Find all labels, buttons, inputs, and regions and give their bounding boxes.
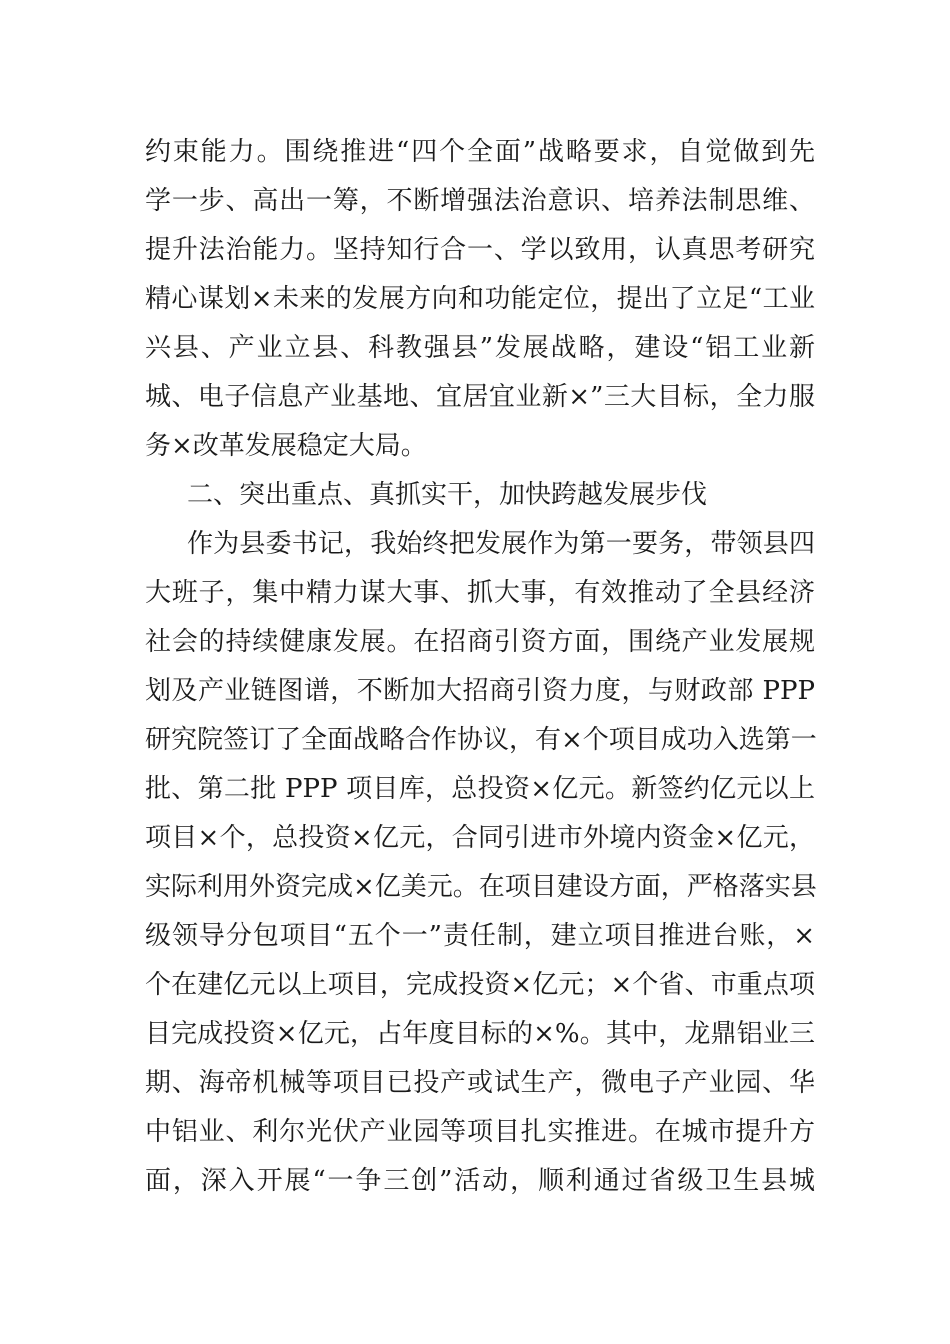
text-line: 务×改革发展稳定大局。 bbox=[145, 431, 427, 461]
text-line: 面，深入开展“一争三创”活动，顺利通过省级卫生县城 bbox=[145, 1166, 815, 1196]
text-line: 兴县、产业立县、科教强县”发展战略，建设“铝工业新 bbox=[145, 333, 815, 363]
text-line: 作为县委书记，我始终把发展作为第一要务，带领县四 bbox=[187, 529, 815, 559]
text-line: 目完成投资×亿元，占年度目标的×%。其中，龙鼎铝业三 bbox=[145, 1019, 815, 1049]
text-line: 项目×个，总投资×亿元，合同引进市外境内资金×亿元， bbox=[145, 823, 815, 853]
text-line: 城、电子信息产业基地、宜居宜业新×”三大目标，全力服 bbox=[145, 382, 815, 412]
text-line: 个在建亿元以上项目，完成投资×亿元；×个省、市重点项 bbox=[145, 970, 815, 1000]
body-text bbox=[145, 128, 815, 1206]
text-line: 社会的持续健康发展。在招商引资方面，围绕产业发展规 bbox=[145, 627, 815, 657]
text-line: 研究院签订了全面战略合作协议，有×个项目成功入选第一 bbox=[145, 725, 817, 755]
text-line: 约束能力。围绕推进“四个全面”战略要求，自觉做到先 bbox=[145, 137, 815, 167]
text-line: 精心谋划×未来的发展方向和功能定位，提出了立足“工业 bbox=[145, 284, 815, 314]
section-heading: 二、突出重点、真抓实干，加快跨越发展步伐 bbox=[187, 480, 708, 510]
text-line: 大班子，集中精力谋大事、抓大事，有效推动了全县经济 bbox=[145, 578, 815, 608]
text-line: 提升法治能力。坚持知行合一、学以致用，认真思考研究 bbox=[145, 235, 815, 265]
text-line: 划及产业链图谱，不断加大招商引资力度，与财政部 PPP bbox=[145, 676, 815, 706]
text-line: 学一步、高出一筹，不断增强法治意识、培养法制思维、 bbox=[145, 186, 815, 216]
text-line: 中铝业、利尔光伏产业园等项目扎实推进。在城市提升方 bbox=[145, 1117, 815, 1147]
text-line: 级领导分包项目“五个一”责任制，建立项目推进台账，× bbox=[145, 921, 815, 951]
text-line: 实际利用外资完成×亿美元。在项目建设方面，严格落实县 bbox=[145, 872, 817, 902]
text-line: 批、第二批 PPP 项目库，总投资×亿元。新签约亿元以上 bbox=[145, 774, 815, 804]
text-line: 期、海帝机械等项目已投产或试生产，微电子产业园、华 bbox=[145, 1068, 815, 1098]
